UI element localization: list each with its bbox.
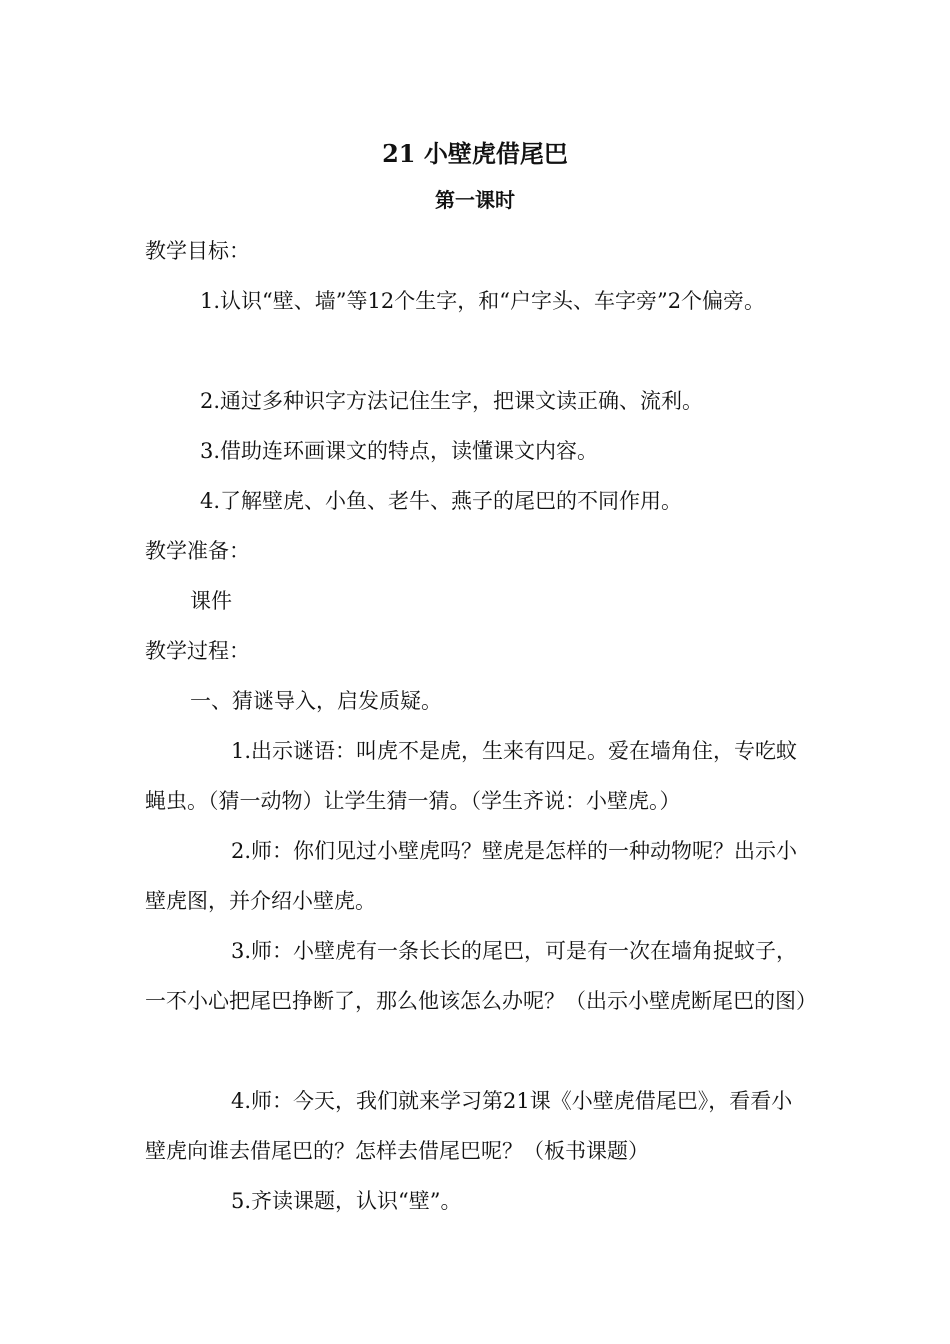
step-item: 3.师：小壁虎有一条长长的尾巴，可是有一次在墙角捉蚊子，一不小心把尾巴挣断了，那么他该怎么办呢？（出示小壁虎断尾巴的图） [145, 939, 817, 1013]
step-item: 4.师：今天，我们就来学习第21课《小壁虎借尾巴》，看看小壁虎向谁去借尾巴的？怎样去借尾巴呢？（板书课题） [145, 1089, 793, 1163]
goal-item: 4.了解壁虎、小鱼、老牛、燕子的尾巴的不同作用。 [200, 489, 683, 513]
prep-heading: 教学准备： [145, 539, 250, 563]
step-item: 5.齐读课题，认识“壁”。 [231, 1189, 462, 1213]
step-heading: 一、猜谜导入，启发质疑。 [190, 689, 442, 713]
step-item: 2.师：你们见过小壁虎吗？壁虎是怎样的一种动物呢？出示小壁虎图，并介绍小壁虎。 [145, 839, 798, 913]
step-item: 1.出示谜语：叫虎不是虎，生来有四足。爱在墙角住，专吃蚊蝇虫。（猜一动物）让学生猜一猜。（学生齐说：小壁虎。） [145, 739, 798, 813]
process-heading: 教学过程： [145, 639, 250, 663]
lesson-title: 21 小壁虎借尾巴 [382, 139, 568, 168]
goals-heading: 教学目标： [145, 239, 250, 263]
goal-item: 2.通过多种识字方法记住生字，把课文读正确、流利。 [200, 389, 704, 413]
lesson-subtitle: 第一课时 [435, 188, 515, 212]
prep-item: 课件 [190, 589, 232, 613]
goal-item: 3.借助连环画课文的特点，读懂课文内容。 [200, 439, 599, 463]
goal-item: 1.认识“壁、墙”等12个生字，和“户字头、车字旁”2个偏旁。 [200, 289, 766, 313]
